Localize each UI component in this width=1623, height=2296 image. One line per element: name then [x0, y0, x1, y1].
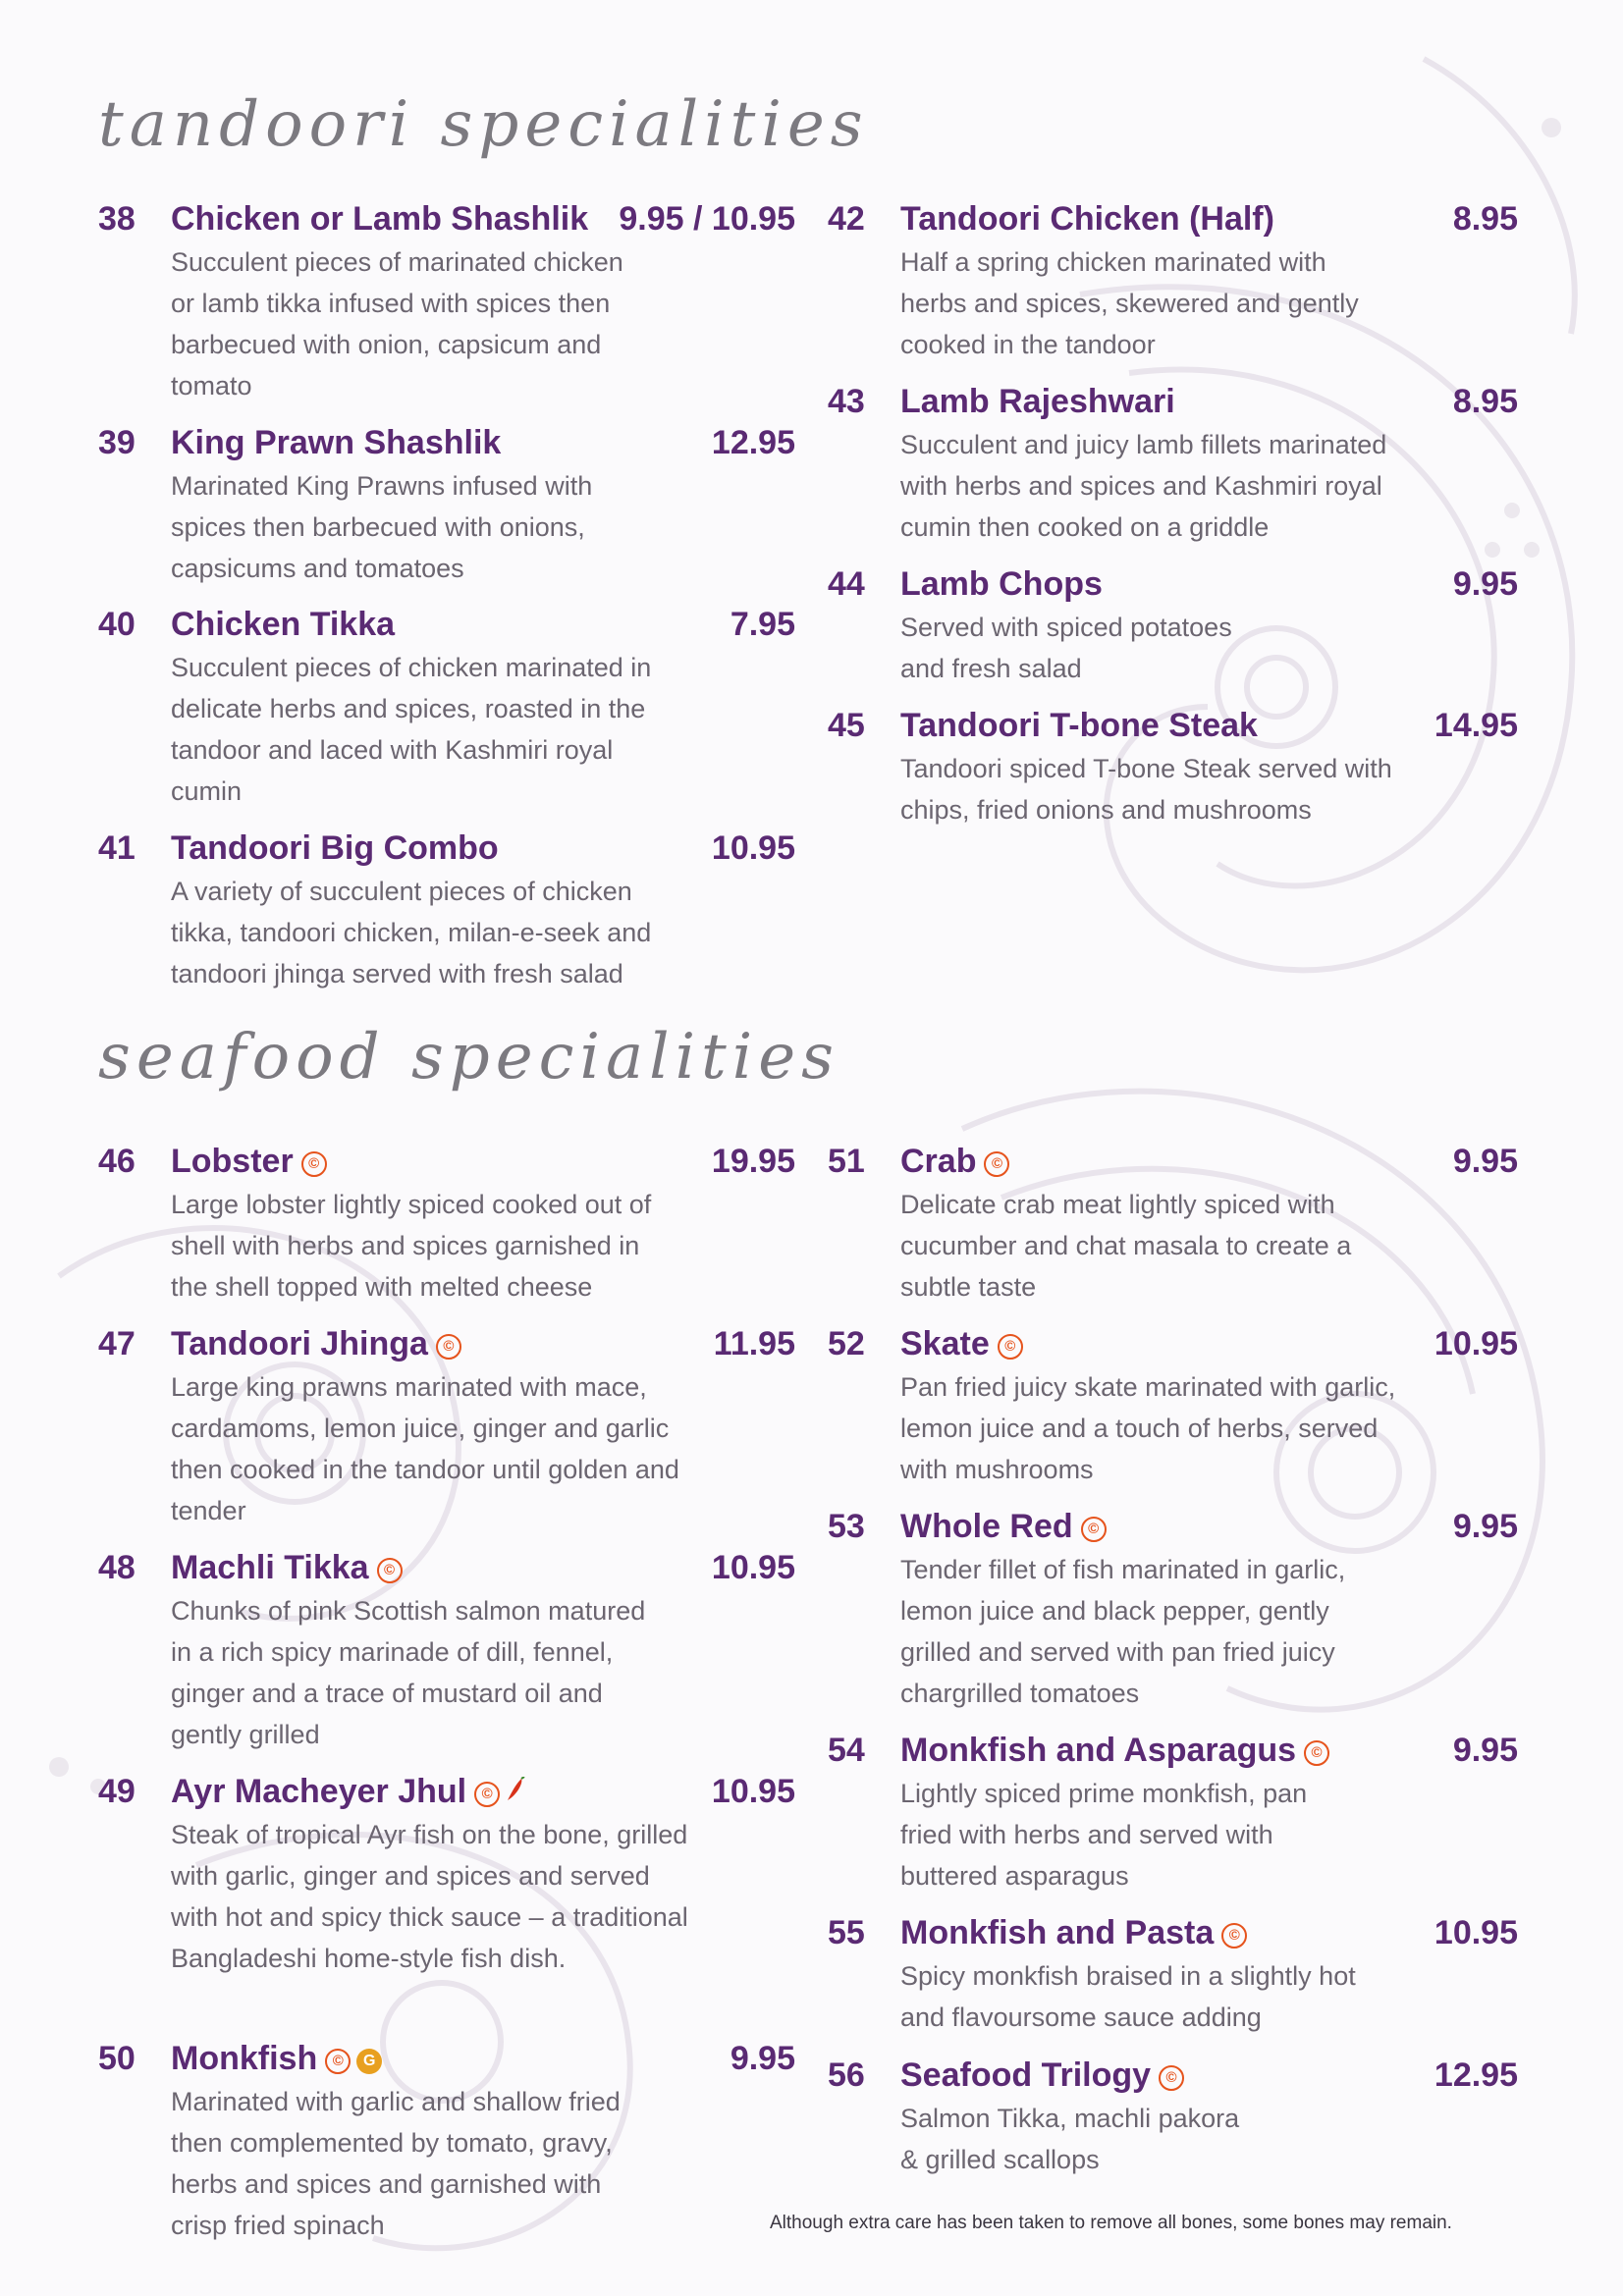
item-price: 10.95: [711, 829, 795, 867]
item-price: 10.95: [711, 1549, 795, 1586]
item-number: 52: [828, 1325, 865, 1362]
chef-special-icon: ©: [474, 1782, 500, 1807]
item-price: 19.95: [711, 1143, 795, 1180]
item-number: 50: [98, 2040, 135, 2077]
menu-item: [98, 1143, 795, 1308]
item-number: 48: [98, 1549, 135, 1586]
menu-item: [828, 1325, 1518, 1490]
item-number: 45: [828, 707, 865, 744]
item-price: 9.95: [1452, 1143, 1518, 1180]
item-description: Chunks of pink Scottish salmon matured in a rich spicy marinade of dill, fennel, ginger and a trace of mustard oil and gently grilled: [171, 1596, 646, 1749]
menu-item: [98, 2040, 795, 2246]
menu-item: [828, 1732, 1518, 1896]
chef-special-icon: ©: [1221, 1923, 1247, 1949]
chef-special-icon: ©: [301, 1151, 327, 1177]
item-price: 9.95: [1452, 1732, 1518, 1769]
item-description: Large lobster lightly spiced cooked out of shell with herbs and spices garnished in the shell topped with melted cheese: [171, 1190, 652, 1302]
item-description: A variety of succulent pieces of chicken tikka, tandoori chicken, milan-e-seek and tandoori jhinga served with fresh salad: [171, 877, 652, 988]
item-number: 40: [98, 606, 135, 643]
item-price: 14.95: [1434, 707, 1518, 744]
item-name: Chicken or Lamb Shashlik: [171, 200, 589, 238]
item-name: Seafood Trilogy ©: [900, 2056, 1184, 2095]
item-description: Tandoori spiced T-bone Steak served with chips, fried onions and mushrooms: [900, 754, 1392, 825]
item-description: Steak of tropical Ayr fish on the bone, grilled with garlic, ginger and spices and served with hot and spicy thick sauce – a traditional Bangladeshi home-style fish dish.: [171, 1820, 688, 1973]
item-price: 12.95: [711, 424, 795, 461]
item-price: 11.95: [713, 1325, 795, 1362]
item-number: 54: [828, 1732, 865, 1769]
item-name: Ayr Macheyer Jhul ©: [171, 1773, 525, 1811]
menu-item: [828, 565, 1518, 689]
item-description: Pan fried juicy skate marinated with garlic, lemon juice and a touch of herbs, served with mushrooms: [900, 1372, 1396, 1484]
item-name: Tandoori Chicken (Half): [900, 200, 1274, 238]
item-description: Served with spiced potatoes and fresh salad: [900, 613, 1232, 683]
menu-item: [98, 829, 795, 994]
item-price: 9.95: [1452, 565, 1518, 603]
item-name: Lamb Rajeshwari: [900, 383, 1175, 420]
item-number: 41: [98, 829, 135, 867]
chef-special-icon: ©: [325, 2049, 351, 2074]
item-number: 53: [828, 1508, 865, 1545]
item-description: Succulent pieces of marinated chicken or lamb tikka infused with spices then barbecued with onion, capsicum and tomato: [171, 247, 623, 400]
item-number: 56: [828, 2056, 865, 2094]
item-name: Chicken Tikka: [171, 606, 396, 643]
item-name: Skate ©: [900, 1325, 1023, 1363]
chef-special-icon: ©: [984, 1151, 1009, 1177]
item-number: 39: [98, 424, 135, 461]
item-description: Delicate crab meat lightly spiced with cucumber and chat masala to create a subtle taste: [900, 1190, 1352, 1302]
menu-item: [828, 1914, 1518, 2038]
item-description: Marinated King Prawns infused with spices then barbecued with onions, capsicums and tomatoes: [171, 471, 593, 583]
gluten-free-icon: G: [356, 2049, 382, 2074]
item-name: Monkfish and Pasta ©: [900, 1914, 1247, 1952]
item-description: Large king prawns marinated with mace, cardamoms, lemon juice, ginger and garlic then cooked in the tandoor until golden and tender: [171, 1372, 679, 1525]
menu-item: [98, 606, 795, 812]
item-name: King Prawn Shashlik: [171, 424, 502, 461]
item-description: Tender fillet of fish marinated in garlic, lemon juice and black pepper, gently grilled and served with pan fried juicy chargrilled tomatoes: [900, 1555, 1346, 1708]
item-price: 8.95: [1452, 200, 1518, 238]
item-description: Succulent pieces of chicken marinated in delicate herbs and spices, roasted in the tandoor and laced with Kashmiri royal cumin: [171, 653, 652, 806]
item-price: 10.95: [1434, 1325, 1518, 1362]
item-number: 49: [98, 1773, 135, 1810]
menu-item: [98, 200, 795, 406]
chef-special-icon: ©: [998, 1334, 1023, 1360]
item-price: 10.95: [711, 1773, 795, 1810]
menu-item: [828, 707, 1518, 830]
chef-special-icon: ©: [1081, 1517, 1107, 1542]
item-number: 51: [828, 1143, 865, 1180]
item-number: 47: [98, 1325, 135, 1362]
chef-special-icon: ©: [1304, 1740, 1329, 1766]
item-description: Lightly spiced prime monkfish, pan fried with herbs and served with buttered asparagus: [900, 1779, 1308, 1891]
item-number: 38: [98, 200, 135, 238]
item-name: Monkfish and Asparagus ©: [900, 1732, 1329, 1770]
item-price: 9.95: [730, 2040, 795, 2077]
item-description: Spicy monkfish braised in a slightly hot and flavoursome sauce adding: [900, 1961, 1356, 2032]
chili-icon: [504, 1777, 525, 1802]
menu-item: [98, 1549, 795, 1755]
tandoori-section-title: tandoori specialities: [98, 88, 869, 161]
chef-special-icon: ©: [377, 1558, 403, 1583]
item-name: Whole Red ©: [900, 1508, 1107, 1546]
item-price: 10.95: [1434, 1914, 1518, 1951]
item-name: Tandoori Big Combo: [171, 829, 499, 867]
menu-item: [828, 1508, 1518, 1714]
item-description: Half a spring chicken marinated with herbs and spices, skewered and gently cooked in the tandoor: [900, 247, 1359, 359]
item-price: 8.95: [1452, 383, 1518, 420]
menu-item: [98, 1773, 795, 1979]
item-description: Succulent and juicy lamb fillets marinated with herbs and spices and Kashmiri royal cumin then cooked on a griddle: [900, 430, 1387, 542]
item-number: 42: [828, 200, 865, 238]
item-name: Lamb Chops: [900, 565, 1103, 603]
item-name: Lobster ©: [171, 1143, 327, 1181]
item-description: Salmon Tikka, machli pakora & grilled scallops: [900, 2104, 1240, 2174]
item-name: Machli Tikka ©: [171, 1549, 403, 1587]
item-number: 43: [828, 383, 865, 420]
menu-item: [828, 200, 1518, 365]
menu-item: [98, 1325, 795, 1531]
item-price: 9.95: [1452, 1508, 1518, 1545]
item-number: 46: [98, 1143, 135, 1180]
item-name: Tandoori T-bone Steak: [900, 707, 1258, 744]
item-description: Marinated with garlic and shallow fried then complemented by tomato, gravy, herbs and spices and garnished with crisp fried spinach: [171, 2087, 621, 2240]
menu-item: [828, 383, 1518, 548]
item-price: 9.95 / 10.95: [619, 200, 795, 238]
item-name: Monkfish © G: [171, 2040, 382, 2078]
menu-item: [828, 2056, 1518, 2180]
item-name: Tandoori Jhinga ©: [171, 1325, 461, 1363]
item-name: Crab ©: [900, 1143, 1009, 1181]
item-number: 55: [828, 1914, 865, 1951]
item-price: 12.95: [1434, 2056, 1518, 2094]
item-price: 7.95: [730, 606, 795, 643]
bones-disclaimer: Although extra care has been taken to remove all bones, some bones may remain.: [770, 2213, 1452, 2233]
chef-special-icon: ©: [1159, 2065, 1184, 2091]
item-number: 44: [828, 565, 865, 603]
menu-item: [828, 1143, 1518, 1308]
seafood-section-title: seafood specialities: [98, 1021, 839, 1094]
chef-special-icon: ©: [436, 1334, 461, 1360]
menu-item: [98, 424, 795, 589]
